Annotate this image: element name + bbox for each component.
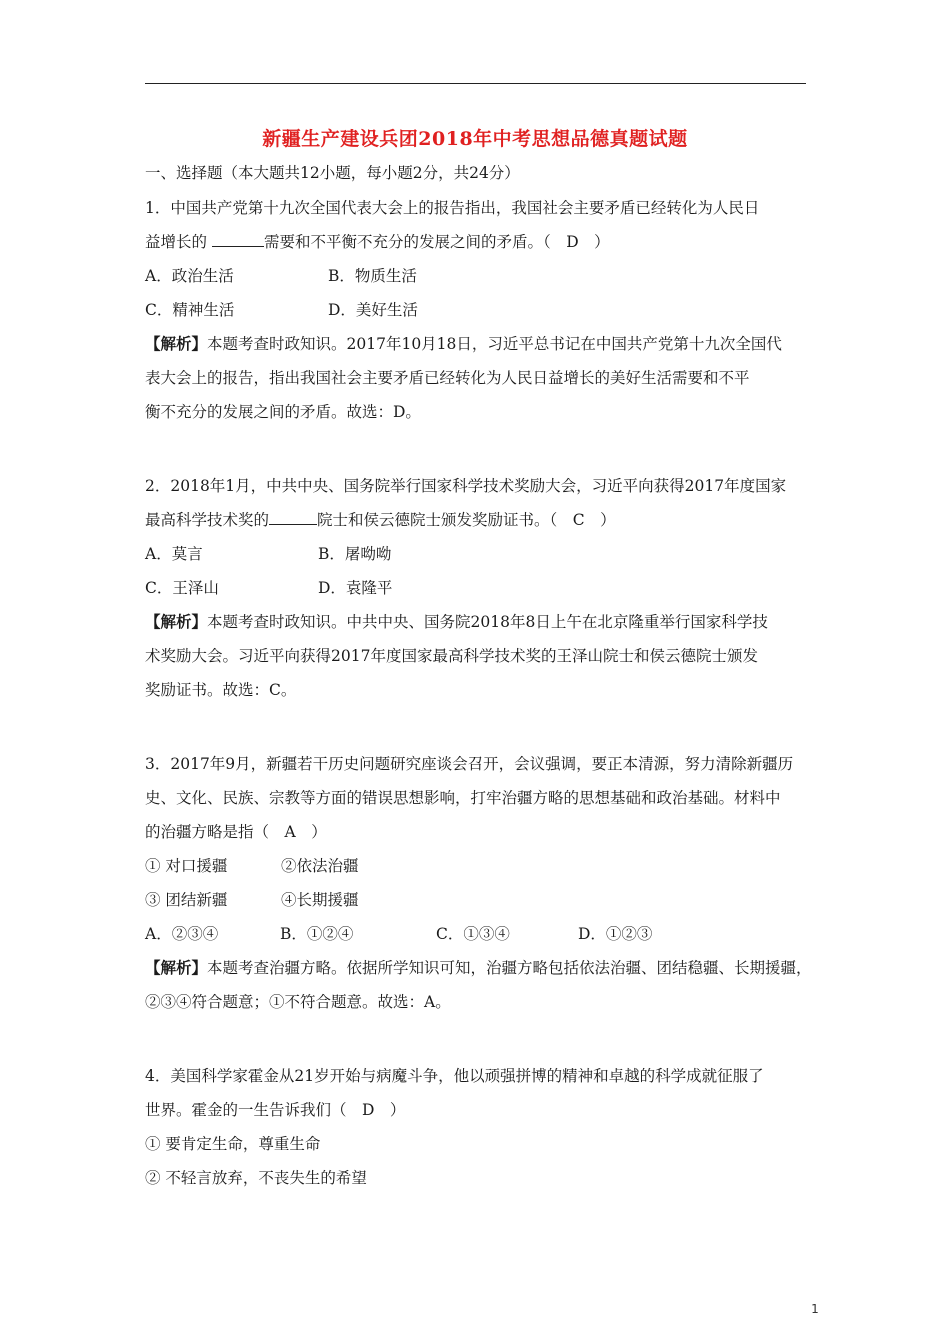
q1-option-d: D．美好生活 [328, 301, 418, 319]
q1-analysis-text1: 本题考查时政知识。2017年10月18日，习近平总书记在中国共产党第十九次全国代 [207, 335, 782, 353]
page-title: 新疆生产建设兵团2018年中考思想品德真题试题 [262, 128, 688, 150]
q2-analysis-text1: 本题考查时政知识。中共中央、国务院2018年8日上午在北京隆重举行国家科学技 [207, 613, 768, 631]
q3-item-2: ②依法治疆 [281, 857, 359, 875]
q3-stem-line2: 史、文化、民族、宗教等方面的错误思想影响，打牢治疆方略的思想基础和政治基础。材料中 [145, 789, 781, 807]
q1-option-c: C．精神生活 [145, 301, 235, 319]
q1-stem-before-blank: 益增长的 [145, 233, 208, 251]
q2-option-a: A．莫言 [145, 545, 203, 563]
q4-item-1: ① 要肯定生命，尊重生命 [145, 1135, 321, 1153]
q2-analysis-line2: 术奖励大会。习近平向获得2017年度国家最高科学技术奖的王泽山院士和侯云德院士颁发 [145, 647, 758, 665]
q1-analysis-line3: 衡不充分的发展之间的矛盾。故选：D。 [145, 403, 421, 421]
q3-stem-line1: 3．2017年9月，新疆若干历史问题研究座谈会召开，会议强调，要正本清源，努力清除新疆历 [145, 755, 794, 773]
q4-stem-line2: 世界。霍金的一生告诉我们（ D ） [145, 1101, 406, 1119]
q1-analysis-line1 [145, 333, 782, 355]
q3-option-d: D．①②③ [578, 925, 653, 943]
q2-option-b: B．屠呦呦 [318, 545, 392, 563]
q2-analysis-line1 [145, 611, 768, 633]
q2-stem-after-blank: 院士和侯云德院士颁发奖励证书。（ C ） [317, 511, 616, 529]
q1-blank [212, 231, 264, 247]
q3-option-b: B．①②④ [280, 925, 354, 943]
q3-stem-line3: 的治疆方略是指（ A ） [145, 823, 327, 841]
q2-stem-before-blank: 最高科学技术奖的 [145, 511, 270, 529]
q1-option-a: A．政治生活 [145, 267, 234, 285]
q2-analysis-tag: 【解析】 [145, 612, 208, 631]
q3-item-3: ③ 团结新疆 [145, 891, 228, 909]
q3-analysis-text1: 本题考查治疆方略。依据所学知识可知，治疆方略包括依法治疆、团结稳疆、长期援疆， [207, 959, 812, 977]
q4-stem-line1: 4．美国科学家霍金从21岁开始与病魔斗争，他以顽强拼博的精神和卓越的科学成就征服了 [145, 1067, 764, 1085]
section-heading: 一、选择题（本大题共12小题，每小题2分，共24分） [145, 164, 520, 182]
q3-analysis-line2: ②③④符合题意；①不符合题意。故选：A。 [145, 993, 451, 1011]
q1-analysis-tag: 【解析】 [145, 334, 208, 353]
q1-analysis-line2: 表大会上的报告，指出我国社会主要矛盾已经转化为人民日益增长的美好生活需要和不平 [145, 369, 750, 387]
header-rule [145, 83, 806, 84]
q1-stem-line1: 1．中国共产党第十九次全国代表大会上的报告指出，我国社会主要矛盾已经转化为人民日 [145, 199, 760, 217]
q2-option-d: D．袁隆平 [318, 579, 393, 597]
q3-option-c: C．①③④ [436, 925, 510, 943]
q4-item-2: ② 不轻言放弃，不丧失生的希望 [145, 1169, 367, 1187]
q2-blank [269, 509, 317, 525]
q2-stem-line1: 2．2018年1月，中共中央、国务院举行国家科学技术奖励大会，习近平向获得2017年度国家 [145, 477, 787, 495]
q3-option-a: A．②③④ [145, 925, 219, 943]
q3-item-4: ④长期援疆 [281, 891, 359, 909]
q2-analysis-line3: 奖励证书。故选：C。 [145, 681, 297, 699]
q1-option-b: B．物质生活 [328, 267, 417, 285]
q1-stem-line2 [145, 231, 610, 253]
q1-stem-after-blank: 需要和不平衡不充分的发展之间的矛盾。（ D ） [263, 233, 610, 251]
page-number: 1 [811, 1302, 819, 1316]
q2-option-c: C．王泽山 [145, 579, 219, 597]
q3-analysis-line1 [145, 957, 812, 979]
q3-item-1: ① 对口援疆 [145, 857, 228, 875]
q3-analysis-tag: 【解析】 [145, 958, 208, 977]
q2-stem-line2 [145, 509, 616, 531]
